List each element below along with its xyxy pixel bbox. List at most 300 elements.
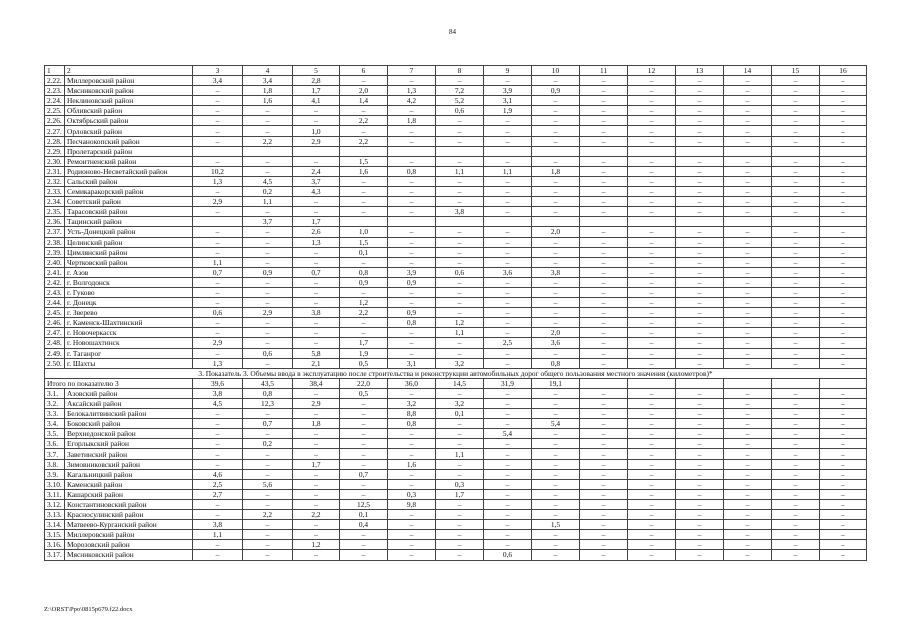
value-cell: – xyxy=(484,449,532,459)
value-cell: – xyxy=(388,197,436,207)
value-cell: – xyxy=(340,530,388,540)
value-cell: – xyxy=(293,116,340,126)
value-cell: – xyxy=(388,187,436,197)
value-cell: 2,2 xyxy=(340,136,388,146)
value-cell: – xyxy=(772,298,820,308)
value-cell: 1,1 xyxy=(436,449,484,459)
value-cell: – xyxy=(388,76,436,86)
value-cell: 3,7 xyxy=(293,176,340,186)
value-cell: 0,7 xyxy=(340,469,388,479)
value-cell: – xyxy=(724,106,772,116)
value-cell: – xyxy=(193,247,243,257)
value-cell: – xyxy=(724,126,772,136)
row-number-cell: 3.1. xyxy=(45,388,65,398)
value-cell: 2,2 xyxy=(340,116,388,126)
value-cell: – xyxy=(532,96,580,106)
district-name-cell: Миллеровский район xyxy=(65,76,193,86)
value-cell: – xyxy=(388,388,436,398)
value-cell: – xyxy=(580,106,628,116)
value-cell: – xyxy=(580,388,628,398)
row-number-cell: 2.25. xyxy=(45,106,65,116)
value-cell: 4,2 xyxy=(388,96,436,106)
value-cell: – xyxy=(772,156,820,166)
value-cell: – xyxy=(580,136,628,146)
value-cell xyxy=(532,146,580,156)
value-cell: – xyxy=(676,227,724,237)
value-cell: 2,1 xyxy=(293,358,340,368)
value-cell: – xyxy=(293,298,340,308)
value-cell: 1,1 xyxy=(193,530,243,540)
value-cell: – xyxy=(436,116,484,126)
value-cell: 0,4 xyxy=(340,520,388,530)
row-number-cell: 2.40. xyxy=(45,257,65,267)
district-name-cell: 2 xyxy=(65,66,193,76)
value-cell: – xyxy=(388,530,436,540)
value-cell xyxy=(628,378,676,388)
value-cell: – xyxy=(724,237,772,247)
table-row xyxy=(45,499,867,509)
value-cell: – xyxy=(820,540,867,550)
value-cell: – xyxy=(243,257,293,267)
value-cell: 1,3 xyxy=(193,176,243,186)
table-row xyxy=(45,126,867,136)
value-cell: – xyxy=(293,409,340,419)
value-cell: – xyxy=(628,439,676,449)
value-cell: – xyxy=(676,358,724,368)
value-cell: – xyxy=(243,277,293,287)
row-number-cell: 2.33. xyxy=(45,187,65,197)
value-cell: – xyxy=(676,298,724,308)
value-cell: – xyxy=(820,267,867,277)
value-cell: – xyxy=(724,388,772,398)
value-cell: 1,4 xyxy=(340,96,388,106)
district-name-cell: г. Гуково xyxy=(65,287,193,297)
value-cell: 3,7 xyxy=(243,217,293,227)
value-cell: 1,1 xyxy=(193,257,243,267)
value-cell: – xyxy=(580,328,628,338)
value-cell: – xyxy=(193,328,243,338)
value-cell: – xyxy=(340,429,388,439)
value-cell: 2,7 xyxy=(193,489,243,499)
value-cell: – xyxy=(676,106,724,116)
district-name-cell: Пролетарский район xyxy=(65,146,193,156)
value-cell: – xyxy=(293,388,340,398)
value-cell: – xyxy=(293,287,340,297)
value-cell: 5,8 xyxy=(293,348,340,358)
value-cell: – xyxy=(243,116,293,126)
value-cell: 1,6 xyxy=(243,96,293,106)
value-cell: – xyxy=(820,338,867,348)
value-cell: – xyxy=(532,449,580,459)
value-cell: 0,1 xyxy=(436,409,484,419)
value-cell: 0,1 xyxy=(340,247,388,257)
value-cell: – xyxy=(532,126,580,136)
value-cell: 4,5 xyxy=(243,176,293,186)
value-cell: – xyxy=(436,540,484,550)
value-cell: – xyxy=(772,459,820,469)
row-number-cell: 2.38. xyxy=(45,237,65,247)
value-cell: – xyxy=(772,267,820,277)
value-cell: 3 xyxy=(193,66,243,76)
value-cell: – xyxy=(243,540,293,550)
value-cell: – xyxy=(436,277,484,287)
value-cell: – xyxy=(580,257,628,267)
value-cell: – xyxy=(484,76,532,86)
value-cell: – xyxy=(676,116,724,126)
value-cell: – xyxy=(580,308,628,318)
value-cell: – xyxy=(193,116,243,126)
value-cell: – xyxy=(436,247,484,257)
value-cell xyxy=(820,146,867,156)
row-number-cell: 3.12. xyxy=(45,499,65,509)
value-cell: 9 xyxy=(484,66,532,76)
value-cell: – xyxy=(388,207,436,217)
value-cell: – xyxy=(724,298,772,308)
district-name-cell: Константиновский район xyxy=(65,499,193,509)
value-cell: – xyxy=(628,287,676,297)
value-cell: – xyxy=(580,550,628,560)
table-row xyxy=(45,166,867,176)
value-cell: 7,2 xyxy=(436,86,484,96)
table-row xyxy=(45,530,867,540)
value-cell: – xyxy=(436,237,484,247)
value-cell: – xyxy=(820,106,867,116)
value-cell: – xyxy=(820,318,867,328)
value-cell: 0,6 xyxy=(193,308,243,318)
value-cell: – xyxy=(724,227,772,237)
value-cell: – xyxy=(340,106,388,116)
table-row xyxy=(45,409,867,419)
district-name-cell: г. Волгодонск xyxy=(65,277,193,287)
value-cell: 0,9 xyxy=(243,267,293,277)
value-cell: – xyxy=(820,510,867,520)
table-row xyxy=(45,298,867,308)
value-cell: – xyxy=(724,187,772,197)
value-cell: – xyxy=(484,257,532,267)
value-cell: – xyxy=(724,348,772,358)
value-cell: – xyxy=(193,419,243,429)
value-cell: – xyxy=(484,237,532,247)
value-cell: 2,9 xyxy=(193,338,243,348)
value-cell: – xyxy=(820,197,867,207)
value-cell: – xyxy=(340,197,388,207)
value-cell: – xyxy=(436,227,484,237)
value-cell: – xyxy=(676,287,724,297)
district-name-cell: Чертковский район xyxy=(65,257,193,267)
value-cell: – xyxy=(293,156,340,166)
district-name-cell: Каменский район xyxy=(65,479,193,489)
row-number-cell: 3.6. xyxy=(45,439,65,449)
value-cell: 3,4 xyxy=(193,76,243,86)
value-cell: – xyxy=(676,166,724,176)
value-cell xyxy=(580,217,628,227)
value-cell: – xyxy=(340,459,388,469)
value-cell: – xyxy=(580,429,628,439)
value-cell: – xyxy=(193,187,243,197)
value-cell: – xyxy=(772,399,820,409)
value-cell: – xyxy=(676,499,724,509)
value-cell: – xyxy=(724,510,772,520)
value-cell: 1,3 xyxy=(293,237,340,247)
value-cell: – xyxy=(580,298,628,308)
value-cell: – xyxy=(484,227,532,237)
value-cell: 4 xyxy=(243,66,293,76)
value-cell: – xyxy=(484,348,532,358)
district-name-cell: Октябрьский район xyxy=(65,116,193,126)
row-number-cell: 2.37. xyxy=(45,227,65,237)
value-cell: – xyxy=(724,550,772,560)
value-cell xyxy=(243,146,293,156)
value-cell: – xyxy=(193,86,243,96)
value-cell: – xyxy=(820,247,867,257)
value-cell: – xyxy=(388,540,436,550)
value-cell: – xyxy=(820,449,867,459)
value-cell: 0,8 xyxy=(340,267,388,277)
value-cell: – xyxy=(724,399,772,409)
value-cell: 11 xyxy=(580,66,628,76)
table-row xyxy=(45,358,867,368)
value-cell: – xyxy=(532,399,580,409)
row-number-cell: 2.27. xyxy=(45,126,65,136)
table-row xyxy=(45,419,867,429)
value-cell: 2,9 xyxy=(193,197,243,207)
value-cell: – xyxy=(243,227,293,237)
value-cell: 15 xyxy=(772,66,820,76)
value-cell: – xyxy=(580,318,628,328)
value-cell: – xyxy=(340,449,388,459)
value-cell: – xyxy=(580,176,628,186)
value-cell xyxy=(724,146,772,156)
value-cell: – xyxy=(484,298,532,308)
value-cell: – xyxy=(243,429,293,439)
value-cell: – xyxy=(820,166,867,176)
value-cell: 1,9 xyxy=(484,106,532,116)
value-cell: – xyxy=(293,318,340,328)
value-cell: – xyxy=(532,530,580,540)
value-cell: – xyxy=(580,409,628,419)
value-cell: 16 xyxy=(820,66,867,76)
value-cell: – xyxy=(676,187,724,197)
district-name-cell: Миллеровский район xyxy=(65,530,193,540)
value-cell: – xyxy=(772,510,820,520)
value-cell: – xyxy=(628,187,676,197)
value-cell: – xyxy=(243,247,293,257)
value-cell: 1,8 xyxy=(532,166,580,176)
value-cell: – xyxy=(436,459,484,469)
value-cell: – xyxy=(388,176,436,186)
value-cell: – xyxy=(772,449,820,459)
value-cell: – xyxy=(772,358,820,368)
value-cell: 43,5 xyxy=(243,378,293,388)
table-row xyxy=(45,156,867,166)
value-cell: 31,9 xyxy=(484,378,532,388)
value-cell: – xyxy=(580,489,628,499)
table-row xyxy=(45,207,867,217)
value-cell: 0,3 xyxy=(388,489,436,499)
value-cell: 12,5 xyxy=(340,499,388,509)
value-cell: – xyxy=(724,459,772,469)
value-cell: – xyxy=(724,267,772,277)
value-cell: – xyxy=(820,96,867,106)
value-cell: – xyxy=(724,86,772,96)
value-cell: 0,6 xyxy=(484,550,532,560)
value-cell: – xyxy=(388,510,436,520)
value-cell: 4,6 xyxy=(193,469,243,479)
column-number-row xyxy=(45,66,867,76)
value-cell: 3,2 xyxy=(436,358,484,368)
value-cell: – xyxy=(820,399,867,409)
value-cell: – xyxy=(484,358,532,368)
value-cell: – xyxy=(772,116,820,126)
value-cell: – xyxy=(724,247,772,257)
value-cell: – xyxy=(676,277,724,287)
value-cell xyxy=(388,217,436,227)
value-cell: 1,0 xyxy=(293,126,340,136)
value-cell: – xyxy=(820,489,867,499)
value-cell: – xyxy=(772,530,820,540)
value-cell: – xyxy=(676,489,724,499)
district-name-cell: Тарасовский район xyxy=(65,207,193,217)
value-cell: 3,9 xyxy=(388,267,436,277)
row-number-cell: 3.11. xyxy=(45,489,65,499)
value-cell: – xyxy=(388,550,436,560)
value-cell: – xyxy=(243,358,293,368)
value-cell: – xyxy=(628,348,676,358)
value-cell: 1,3 xyxy=(388,86,436,96)
value-cell: 0,2 xyxy=(243,187,293,197)
value-cell: – xyxy=(628,530,676,540)
value-cell: – xyxy=(532,308,580,318)
value-cell: – xyxy=(193,499,243,509)
value-cell: – xyxy=(340,318,388,328)
value-cell: – xyxy=(484,439,532,449)
value-cell: – xyxy=(532,197,580,207)
value-cell: 2,2 xyxy=(293,510,340,520)
value-cell: 5,6 xyxy=(243,479,293,489)
value-cell: – xyxy=(436,287,484,297)
value-cell: – xyxy=(628,489,676,499)
value-cell: – xyxy=(580,187,628,197)
value-cell: – xyxy=(724,156,772,166)
value-cell: – xyxy=(820,469,867,479)
table-row xyxy=(45,489,867,499)
value-cell: – xyxy=(628,419,676,429)
value-cell: – xyxy=(724,308,772,318)
value-cell: 4,3 xyxy=(293,187,340,197)
value-cell: – xyxy=(293,247,340,257)
value-cell: – xyxy=(293,207,340,217)
value-cell: – xyxy=(724,520,772,530)
value-cell xyxy=(820,217,867,227)
row-number-cell: 2.34. xyxy=(45,197,65,207)
table-row xyxy=(45,439,867,449)
table-row xyxy=(45,287,867,297)
value-cell: – xyxy=(820,237,867,247)
value-cell: – xyxy=(628,237,676,247)
value-cell: – xyxy=(340,399,388,409)
value-cell: – xyxy=(388,106,436,116)
value-cell: – xyxy=(532,348,580,358)
value-cell: 0,8 xyxy=(388,166,436,176)
value-cell: – xyxy=(820,530,867,540)
section-title: 3. Показатель 3. Объемы ввода в эксплуатацию после строительства и реконструкции автомобильных дорог общего пользования местного значения (километров)* xyxy=(45,368,867,378)
indicator-table xyxy=(44,65,867,561)
value-cell: – xyxy=(532,429,580,439)
total-row xyxy=(45,378,867,388)
value-cell: 1,8 xyxy=(243,86,293,96)
district-name-cell: Кашарский район xyxy=(65,489,193,499)
value-cell: 1,8 xyxy=(388,116,436,126)
value-cell: – xyxy=(628,277,676,287)
district-name-cell: Кагальницкий район xyxy=(65,469,193,479)
value-cell: – xyxy=(580,237,628,247)
row-number-cell: 3.10. xyxy=(45,479,65,489)
value-cell: – xyxy=(243,166,293,176)
row-number-cell: 2.30. xyxy=(45,156,65,166)
value-cell: – xyxy=(772,328,820,338)
value-cell: – xyxy=(628,459,676,469)
value-cell: – xyxy=(724,328,772,338)
row-number-cell: 2.50. xyxy=(45,358,65,368)
value-cell: – xyxy=(820,298,867,308)
value-cell: – xyxy=(193,227,243,237)
district-name-cell: г. Азов xyxy=(65,267,193,277)
value-cell: – xyxy=(676,156,724,166)
value-cell xyxy=(676,378,724,388)
value-cell: – xyxy=(820,550,867,560)
value-cell xyxy=(580,378,628,388)
value-cell xyxy=(772,146,820,156)
value-cell: 0,6 xyxy=(436,106,484,116)
value-cell: – xyxy=(628,409,676,419)
value-cell: – xyxy=(436,499,484,509)
district-name-cell: Заветинский район xyxy=(65,449,193,459)
value-cell: – xyxy=(820,388,867,398)
value-cell: – xyxy=(724,207,772,217)
value-cell: – xyxy=(628,429,676,439)
value-cell: – xyxy=(676,197,724,207)
value-cell: – xyxy=(484,409,532,419)
value-cell: – xyxy=(772,136,820,146)
value-cell: 1,9 xyxy=(340,348,388,358)
value-cell: – xyxy=(193,287,243,297)
value-cell: – xyxy=(772,338,820,348)
value-cell: – xyxy=(580,520,628,530)
value-cell: – xyxy=(772,308,820,318)
value-cell: – xyxy=(436,187,484,197)
value-cell: – xyxy=(484,388,532,398)
value-cell: – xyxy=(820,499,867,509)
value-cell: – xyxy=(436,197,484,207)
value-cell: – xyxy=(772,469,820,479)
value-cell: 9,8 xyxy=(388,499,436,509)
district-name-cell: Родионово-Несветайский район xyxy=(65,166,193,176)
value-cell: – xyxy=(772,237,820,247)
value-cell: – xyxy=(820,207,867,217)
row-number-cell: 2.39. xyxy=(45,247,65,257)
value-cell: – xyxy=(293,499,340,509)
district-name-cell: г. Новочеркасск xyxy=(65,328,193,338)
value-cell: 39,6 xyxy=(193,378,243,388)
value-cell: – xyxy=(193,449,243,459)
row-number-cell: 3.14. xyxy=(45,520,65,530)
value-cell: – xyxy=(388,298,436,308)
value-cell: – xyxy=(484,318,532,328)
value-cell: – xyxy=(676,267,724,277)
value-cell: – xyxy=(293,338,340,348)
value-cell: – xyxy=(293,439,340,449)
value-cell: – xyxy=(436,419,484,429)
